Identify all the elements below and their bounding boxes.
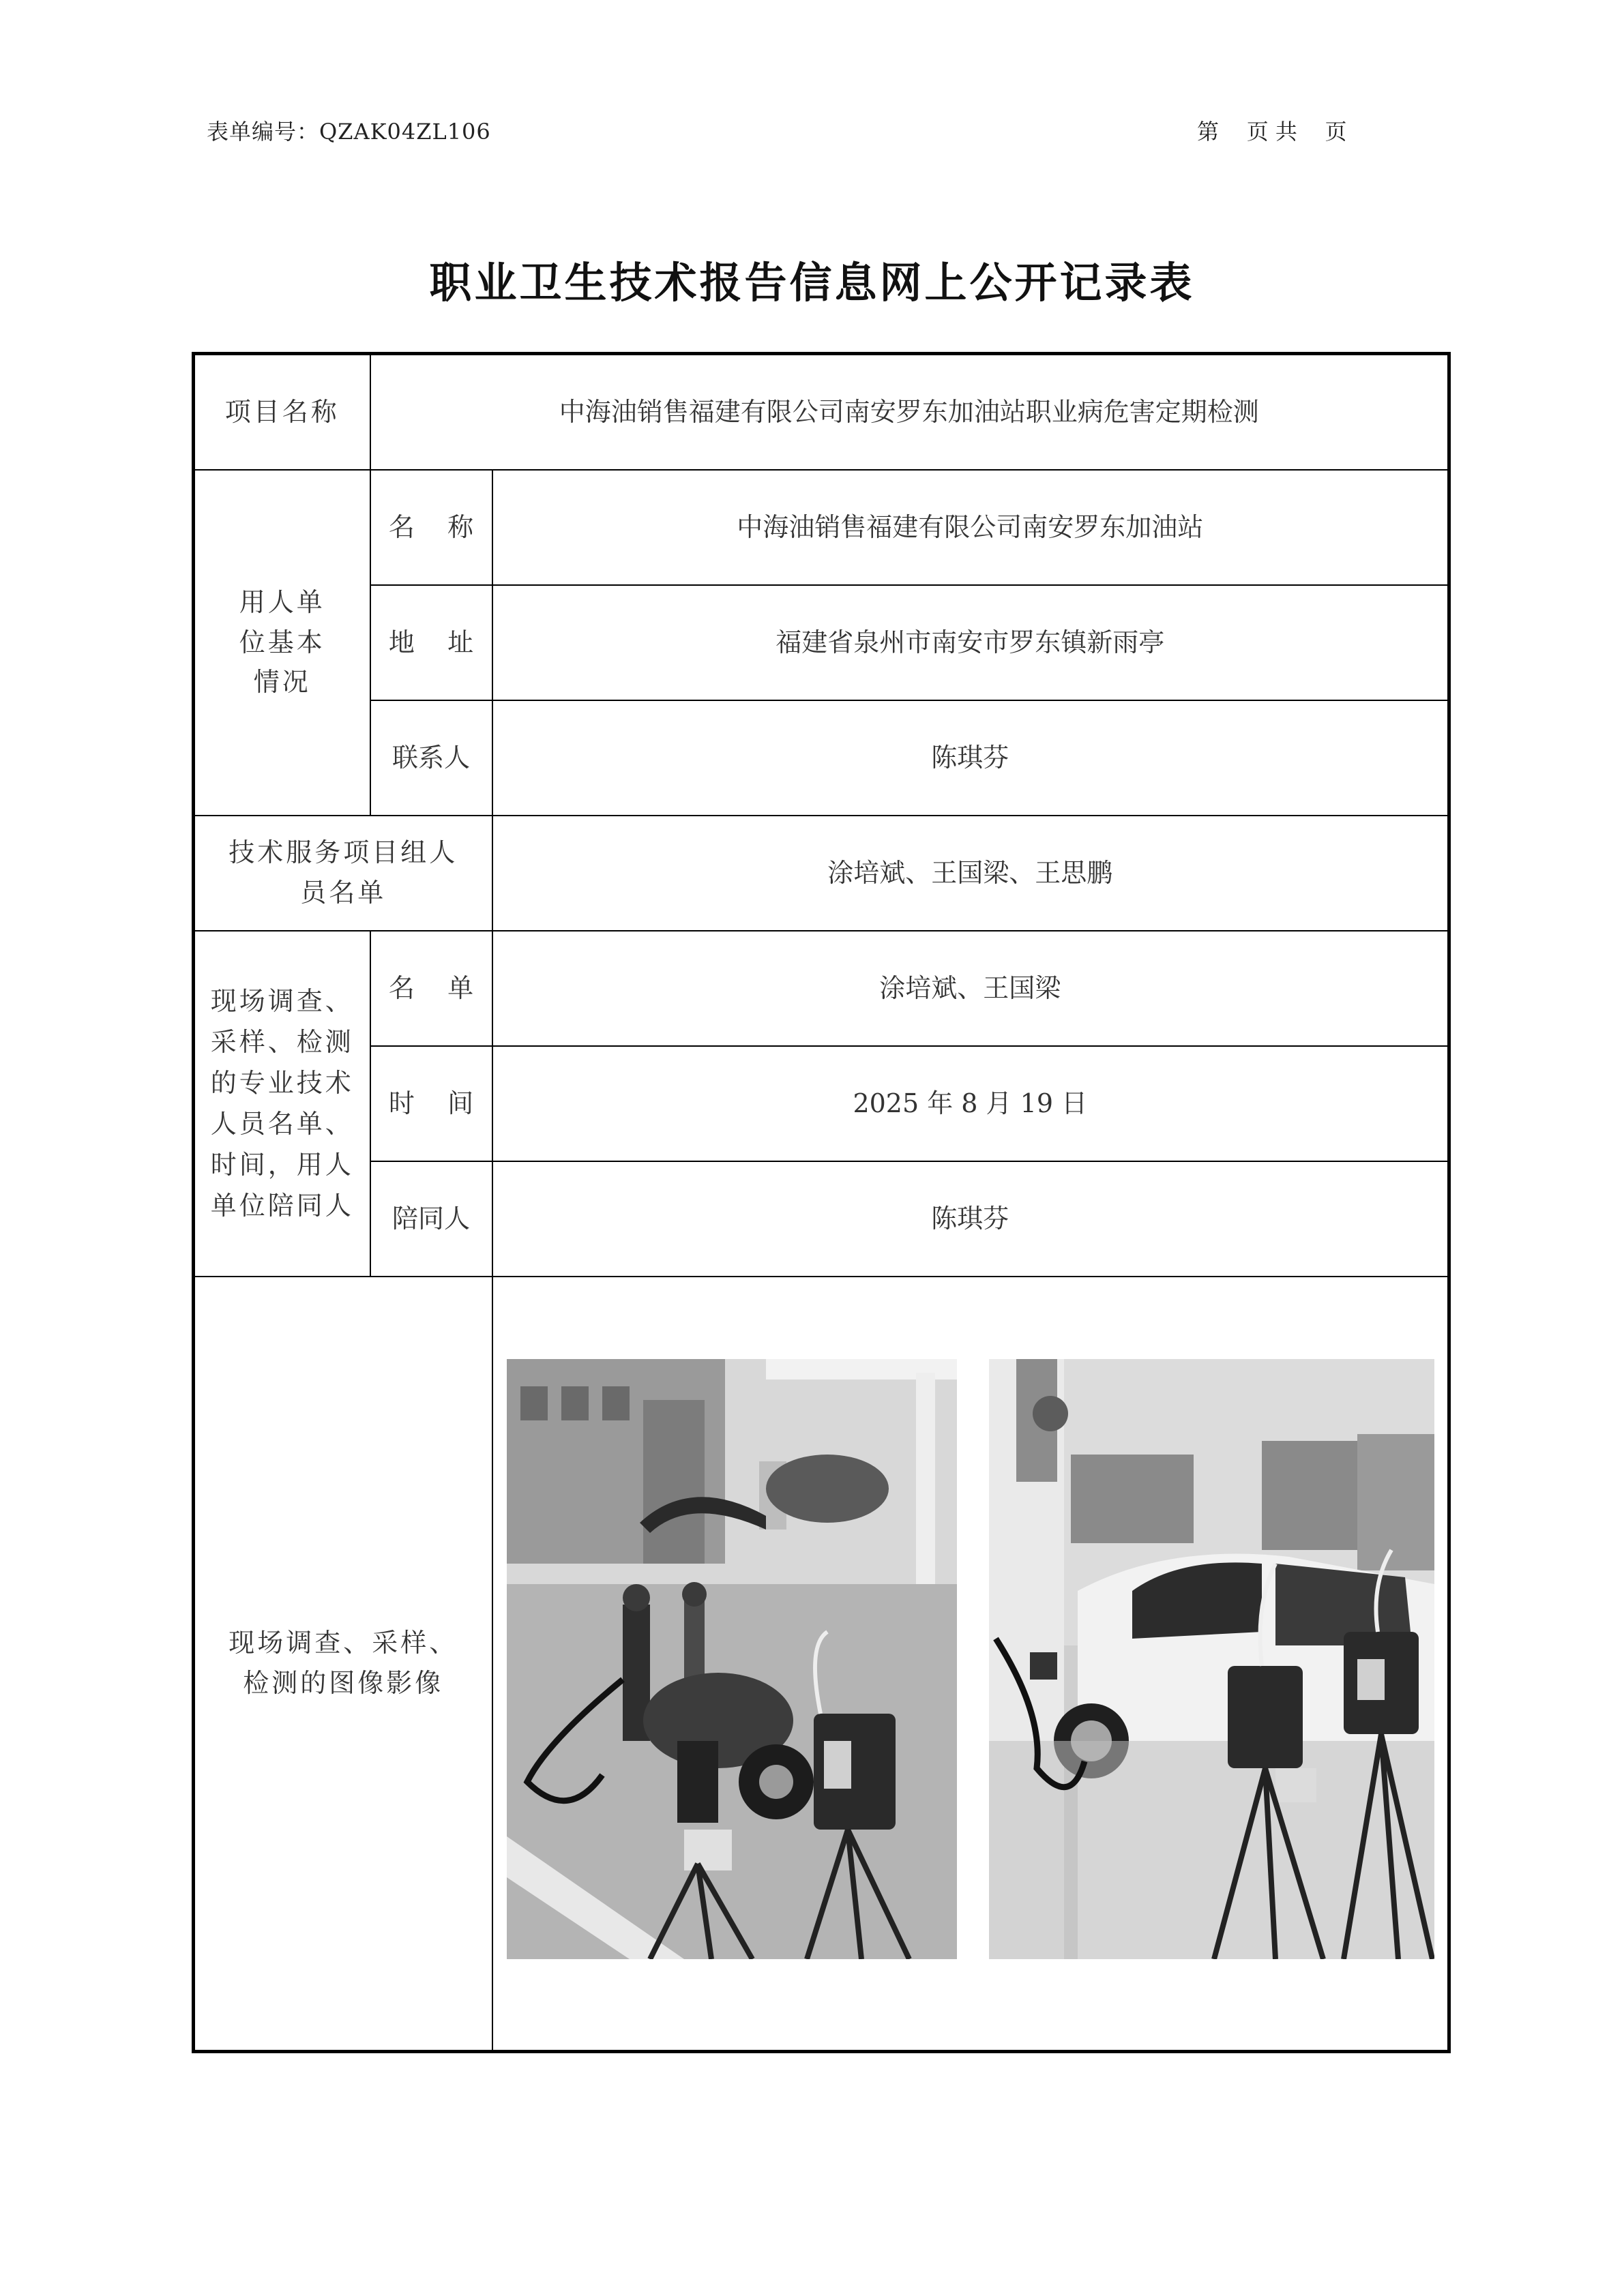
sampling-at-car-fueling-photo [989,1359,1434,1959]
field-escort-label: 陪同人 [370,1161,492,1277]
field-escort-row [194,1161,1449,1277]
employer-address-row [194,585,1449,700]
employer-address-label: 地 址 [370,585,492,700]
field-escort-value: 陈琪芬 [492,1161,1449,1277]
page-indicator: 第 页 共 页 [1197,119,1347,145]
images-label: 现场调查、采样、检测的图像影像 [194,1277,492,2052]
project-value: 中海油销售福建有限公司南安罗东加油站职业病危害定期检测 [370,354,1449,470]
field-list-row [194,931,1449,1046]
team-row [194,816,1449,931]
field-time-row [194,1046,1449,1161]
sampling-at-motorcycle-fueling-photo [507,1359,957,1959]
employer-name-label: 名 称 [370,470,492,585]
images-cell [492,1277,1449,2052]
form-number: 表单编号：QZAK04ZL106 [207,119,491,145]
field-time-value: 2025 年 8 月 19 日 [492,1046,1449,1161]
field-list-value: 涂培斌、王国梁 [492,931,1449,1046]
employer-contact-row [194,700,1449,816]
employer-address-value: 福建省泉州市南安市罗东镇新雨亭 [492,585,1449,700]
record-table [192,352,1451,2053]
field-group-label: 现场调查、采样、检测的专业技术人员名单、时间，用人单位陪同人 [194,931,370,1277]
project-label: 项目名称 [194,354,370,470]
images-row [194,1277,1449,2052]
employer-name-row [194,470,1449,585]
field-time-label: 时 间 [370,1046,492,1161]
field-list-label: 名 单 [370,931,492,1046]
employer-contact-value: 陈琪芬 [492,700,1449,816]
team-label: 技术服务项目组人员名单 [194,816,492,931]
employer-group-label: 用人单位基本情况 [194,470,370,816]
project-row [194,354,1449,470]
page-title: 职业卫生技术报告信息网上公开记录表 [429,258,1195,308]
employer-name-value: 中海油销售福建有限公司南安罗东加油站 [492,470,1449,585]
team-value: 涂培斌、王国梁、王思鹏 [492,816,1449,931]
employer-contact-label: 联系人 [370,700,492,816]
